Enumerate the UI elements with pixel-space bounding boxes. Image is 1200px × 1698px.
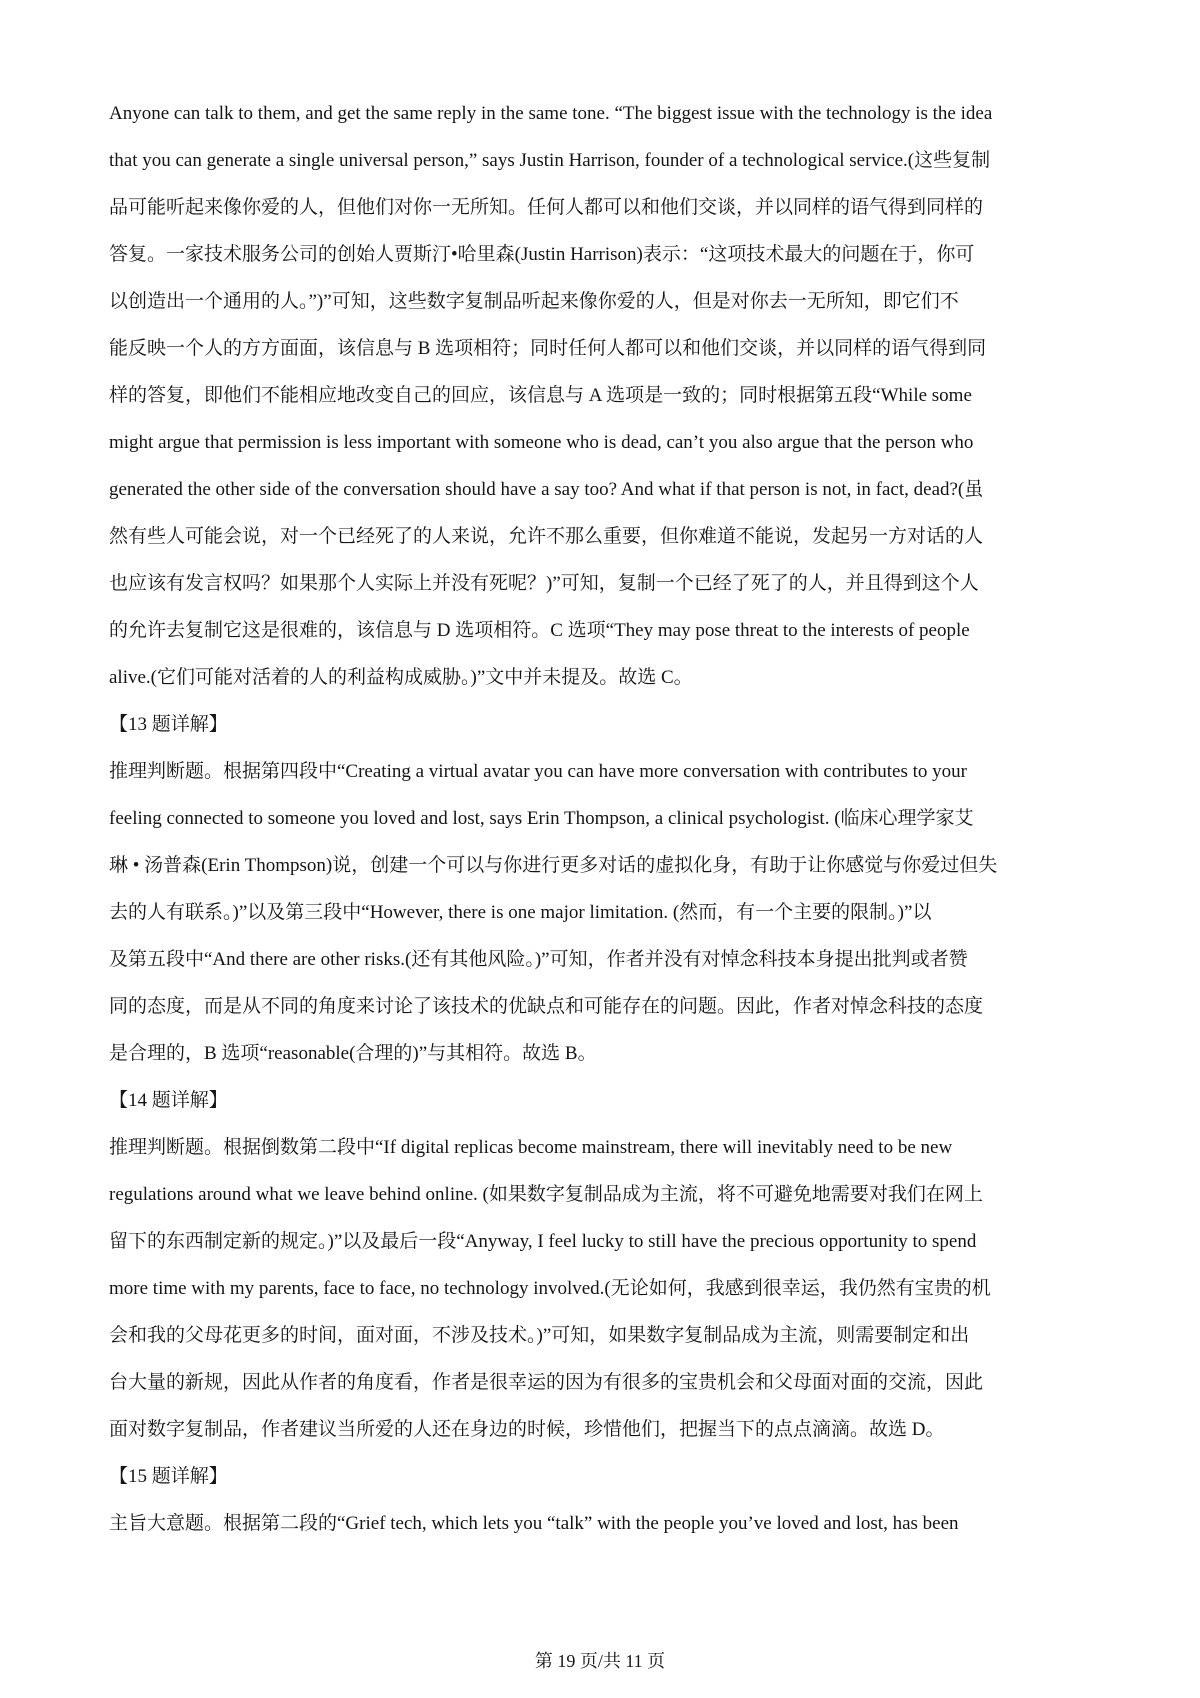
text-line: feeling connected to someone you loved and lost, says Erin Thompson, a clinical psychologist. (临床心理学家艾 (109, 808, 974, 829)
text-line: 去的人有联系。)”以及第三段中“However, there is one major limitation. (然而，有一个主要的限制。)”以 (109, 902, 932, 923)
text-line: more time with my parents, face to face, no technology involved.(无论如何，我感到很幸运，我仍然有宝贵的机 (109, 1278, 991, 1299)
text-line: 及第五段中“And there are other risks.(还有其他风险。)”可知，作者并没有对悼念科技本身提出批判或者赞 (109, 949, 968, 970)
text-line: that you can generate a single universal person,” says Justin Harrison, founder of a technological service.(这些复制 (109, 150, 991, 171)
text-line: 是合理的，B 选项“reasonable(合理的)”与其相符。故选 B。 (109, 1043, 597, 1064)
text-line: 能反映一个人的方方面面，该信息与 B 选项相符；同时任何人都可以和他们交谈，并以同样的语气得到同 (109, 338, 987, 359)
page-number: 第 19 页/共 11 页 (534, 1651, 666, 1671)
text-line: Anyone can talk to them, and get the same reply in the same tone. “The biggest issue with the technology is the idea (109, 103, 993, 124)
text-line: generated the other side of the conversation should have a say too? And what if that person is not, in fact, dead?(虽 (109, 479, 984, 500)
text-line: 品可能听起来像你爱的人，但他们对你一无所知。任何人都可以和他们交谈，并以同样的语气得到同样的 (109, 197, 984, 218)
text-line: 琳 • 汤普森(Erin Thompson)说，创建一个可以与你进行更多对话的虚拟化身，有助于让你感觉与你爱过但失 (109, 855, 998, 876)
text-line: 样的答复，即他们不能相应地改变自己的回应，该信息与 A 选项是一致的；同时根据第五段“While some (109, 385, 972, 406)
text-line: 也应该有发言权吗？如果那个人实际上并没有死呢？)”可知，复制一个已经了死了的人，并且得到这个人 (109, 573, 979, 594)
text-line: 然有些人可能会说，对一个已经死了的人来说，允许不那么重要，但你难道不能说，发起另一方对话的人 (109, 526, 984, 547)
text-line: 同的态度，而是从不同的角度来讨论了该技术的优缺点和可能存在的问题。因此，作者对悼念科技的态度 (109, 996, 984, 1017)
text-line: might argue that permission is less important with someone who is dead, can’t you also argue that the person who (109, 432, 974, 453)
section-heading-14: 【14 题详解】 (109, 1090, 228, 1111)
text-line: 推理判断题。根据倒数第二段中“If digital replicas become mainstream, there will inevitably need to be new (109, 1137, 953, 1158)
text-line: 面对数字复制品，作者建议当所爱的人还在身边的时候，珍惜他们，把握当下的点点滴滴。故选 D。 (109, 1419, 945, 1440)
text-line: 以创造出一个通用的人。”)”可知，这些数字复制品听起来像你爱的人，但是对你去一无所知，即它们不 (109, 291, 959, 312)
text-line: 答复。一家技术服务公司的创始人贾斯汀•哈里森(Justin Harrison)表示：“这项技术最大的问题在于，你可 (109, 244, 975, 265)
text-line: 会和我的父母花更多的时间，面对面，不涉及技术。)”可知，如果数字复制品成为主流，则需要制定和出 (109, 1325, 970, 1346)
section-heading-13: 【13 题详解】 (109, 714, 228, 735)
text-line: alive.(它们可能对活着的人的利益构成威胁。)”文中并未提及。故选 C。 (109, 667, 693, 688)
page-footer (0, 1648, 1200, 1674)
text-line: regulations around what we leave behind online. (如果数字复制品成为主流，将不可避免地需要对我们在网上 (109, 1184, 983, 1205)
text-line: 的允许去复制它这是很难的，该信息与 D 选项相符。C 选项“They may pose threat to the interests of people (109, 620, 970, 641)
text-line: 主旨大意题。根据第二段的“Grief tech, which lets you “talk” with the people you’ve loved and lost, has been (109, 1513, 959, 1534)
section-heading-15: 【15 题详解】 (109, 1466, 228, 1487)
text-line: 推理判断题。根据第四段中“Creating a virtual avatar you can have more conversation with contributes to your (109, 761, 967, 782)
text-line: 台大量的新规，因此从作者的角度看，作者是很幸运的因为有很多的宝贵机会和父母面对面的交流，因此 (109, 1372, 984, 1393)
text-line: 留下的东西制定新的规定。)”以及最后一段“Anyway, I feel lucky to still have the precious opportunity to spend (109, 1231, 977, 1252)
